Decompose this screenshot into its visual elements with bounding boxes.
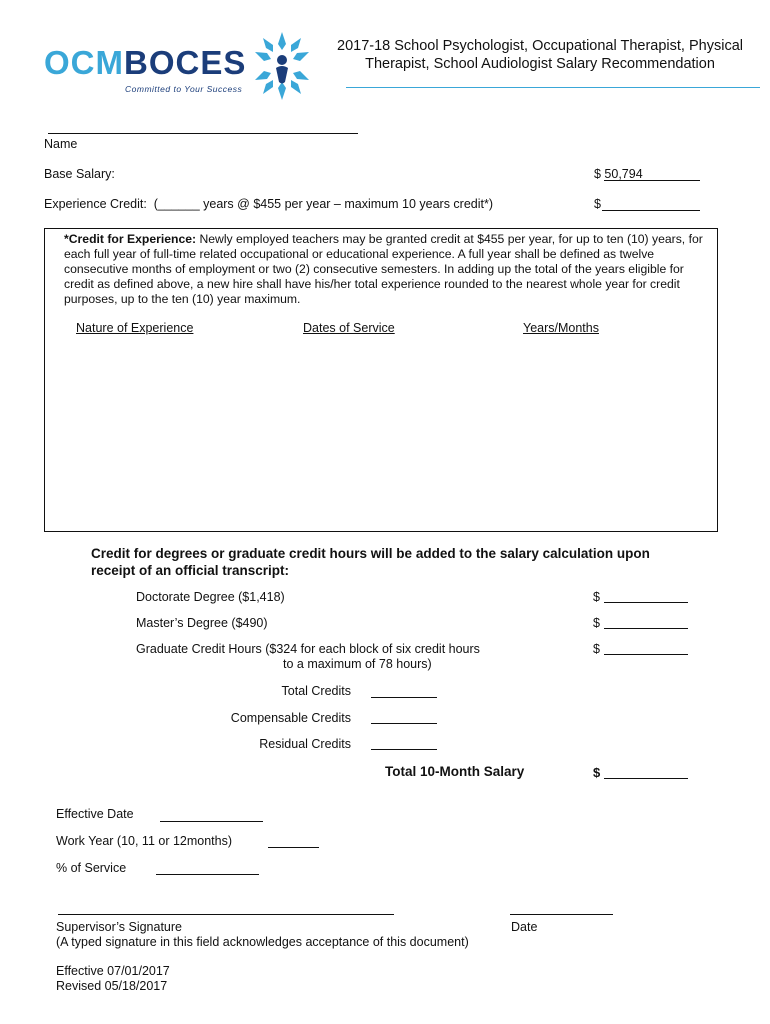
graduate-credit-line[interactable] (604, 654, 688, 655)
masters-label: Master’s Degree ($490) (136, 616, 268, 630)
compensable-credits-line[interactable] (371, 723, 437, 724)
doctorate-label: Doctorate Degree ($1,418) (136, 590, 285, 604)
total-credits-line[interactable] (371, 697, 437, 698)
logo-boces-text: BOCES (124, 44, 247, 81)
name-line[interactable] (48, 133, 358, 134)
credit-experience-text (64, 232, 712, 307)
logo-ocm-text: OCM (44, 44, 124, 81)
residual-credits-label: Residual Credits (259, 737, 351, 751)
work-year-label: Work Year (10, 11 or 12months) (56, 834, 233, 848)
degrees-heading-line-1: Credit for degrees or graduate credit hours will be added to the salary calculation upon (91, 546, 650, 561)
supervisor-signature-label: Supervisor’s Signature (56, 920, 182, 934)
title-line-2: Therapist, School Audiologist Salary Recommendation (365, 56, 715, 72)
experience-credit-line[interactable] (602, 210, 700, 211)
total-credits-label: Total Credits (281, 684, 351, 698)
col-dates-of-service: Dates of Service (303, 321, 395, 335)
masters-line[interactable] (604, 628, 688, 629)
supervisor-signature-line[interactable] (58, 914, 394, 915)
effective-date-label: Effective Date (56, 807, 134, 821)
percent-service-label: % of Service (56, 861, 127, 875)
base-salary-line[interactable] (604, 180, 700, 181)
base-salary-value: $ 50,794 (594, 167, 643, 181)
signature-note: (A typed signature in this field acknowledges acceptance of this document) (56, 935, 469, 949)
percent-service-line[interactable] (156, 874, 259, 875)
credit-experience-heading: *Credit for Experience: (64, 232, 197, 246)
doctorate-line[interactable] (604, 602, 688, 603)
work-year-line[interactable] (268, 847, 319, 848)
experience-credit-label: Experience Credit: (______ years @ $455 per year – maximum 10 years credit*) (44, 197, 494, 211)
masters-dollar: $ (593, 616, 600, 630)
residual-credits-line[interactable] (371, 749, 437, 750)
ocm-boces-logo (44, 44, 246, 82)
doctorate-dollar: $ (593, 590, 600, 604)
logo-tagline: Committed to Your Success (125, 84, 243, 94)
degrees-heading-line-2: receipt of an official transcript: (91, 563, 290, 578)
snowflake-logo-icon (252, 30, 312, 102)
total-salary-line[interactable] (604, 778, 688, 779)
date-label: Date (511, 920, 538, 934)
col-nature-of-experience: Nature of Experience (76, 321, 194, 335)
graduate-credit-dollar: $ (593, 642, 600, 656)
name-label: Name (44, 137, 78, 151)
compensable-credits-label: Compensable Credits (230, 711, 351, 725)
credit-experience-body: Newly employed teachers may be granted credit at $455 per year, for up to ten (10) years, for each full year of full-time related occupational or educational experience. A full year shall be defined as twelve consecutive months of employment or two (2) consecutive semesters. In adding up the total of the years eligible for credit as defined above, a new hire shall have his/her total experience rounded to the nearest whole year for credit purposes, up to the ten (10) year maximum. (64, 232, 703, 306)
title-line-1: 2017-18 School Psychologist, Occupational Therapist, Physical (337, 38, 743, 54)
revised-footer: Revised 05/18/2017 (56, 979, 168, 993)
experience-credit-dollar: $ (594, 197, 601, 211)
effective-footer: Effective 07/01/2017 (56, 964, 170, 978)
graduate-credit-label-line-1: Graduate Credit Hours ($324 for each block of six credit hours (136, 642, 480, 656)
page-title (325, 37, 755, 73)
total-salary-dollar: $ (593, 765, 601, 780)
total-salary-label: Total 10-Month Salary (385, 764, 525, 779)
effective-date-line[interactable] (160, 821, 263, 822)
base-salary-label: Base Salary: (44, 167, 115, 181)
graduate-credit-label-line-2: to a maximum of 78 hours) (283, 657, 432, 671)
col-years-months: Years/Months (523, 321, 599, 335)
date-line[interactable] (510, 914, 613, 915)
degrees-heading (91, 545, 711, 579)
header-rule (346, 87, 760, 88)
